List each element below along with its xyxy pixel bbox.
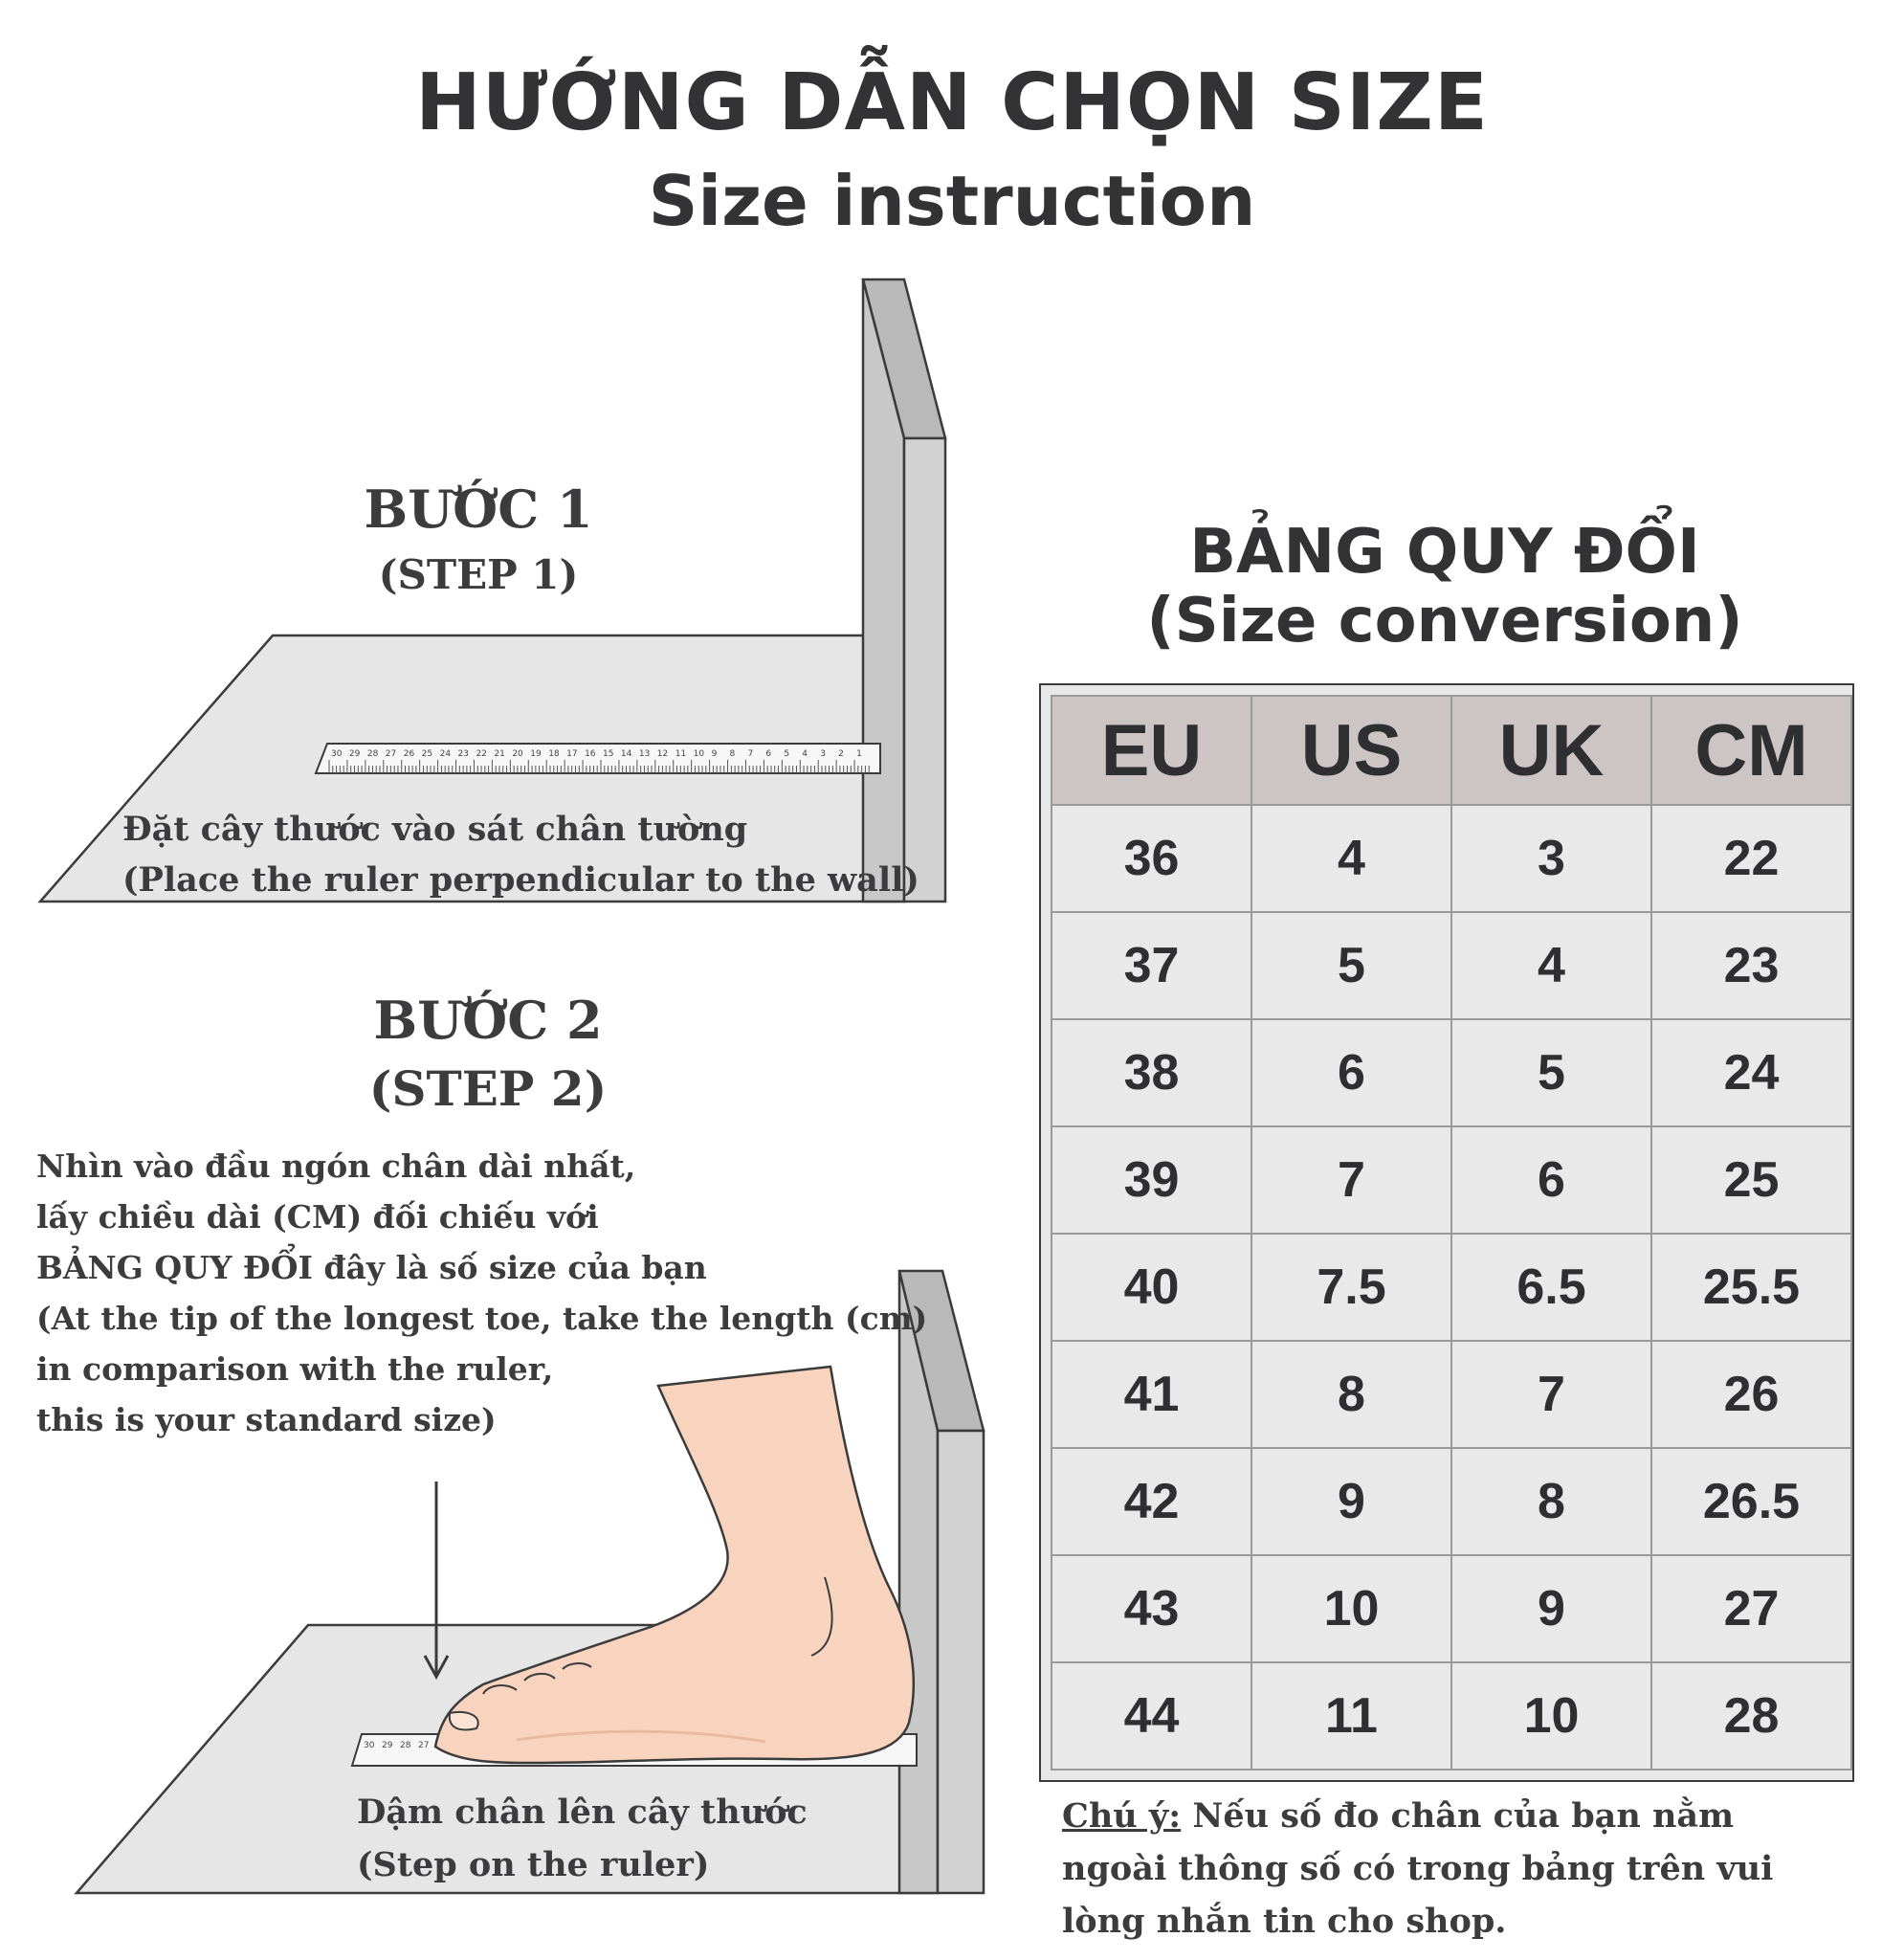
ruler-label: 23 <box>457 749 469 759</box>
cell-eu: 43 <box>1052 1555 1251 1662</box>
ruler-label: 26 <box>403 749 415 759</box>
note-label: Chú ý: <box>1062 1796 1182 1836</box>
step2-subheading: (STEP 2) <box>368 1060 608 1117</box>
header-us: US <box>1251 696 1451 805</box>
header-uk: UK <box>1451 696 1651 805</box>
instruction-line: in comparison with the ruler, <box>36 1350 554 1388</box>
cell-us: 6 <box>1251 1019 1451 1126</box>
table-row <box>1052 1341 1851 1448</box>
note-text: Nếu số đo chân của bạn nằm ngoài thông số có trong bảng trên vui lòng nhắn tin cho shop. <box>1062 1796 1774 1941</box>
table-row <box>1052 1019 1851 1126</box>
ruler-label: 5 <box>784 749 790 759</box>
conversion-title: BẢNG QUY ĐỔI <box>1189 517 1700 588</box>
cell-eu: 39 <box>1052 1126 1251 1234</box>
conversion-subtitle: (Size conversion) <box>1146 586 1743 657</box>
size-table <box>1051 695 1852 1771</box>
cell-cm: 25.5 <box>1651 1234 1851 1341</box>
ruler-label: 24 <box>439 749 452 759</box>
size-table-frame <box>1039 683 1854 1782</box>
ruler-label: 16 <box>585 749 596 759</box>
step1-wall-front <box>904 438 945 902</box>
ruler-label: 8 <box>729 749 736 759</box>
cell-us: 8 <box>1251 1341 1451 1448</box>
step2-caption-line2: (Step on the ruler) <box>357 1845 710 1884</box>
cell-uk: 8 <box>1451 1448 1651 1555</box>
cell-eu: 38 <box>1052 1019 1251 1126</box>
table-header-row <box>1052 696 1851 805</box>
step1-caption-line2: (Place the ruler perpendicular to the wall) <box>122 860 919 900</box>
ruler-label: 29 <box>382 1741 393 1750</box>
cell-cm: 27 <box>1651 1555 1851 1662</box>
ruler-label: 28 <box>400 1741 411 1750</box>
cell-eu: 44 <box>1052 1662 1251 1770</box>
cell-uk: 6.5 <box>1451 1234 1651 1341</box>
instruction-line: lấy chiều dài (CM) đối chiếu với <box>36 1198 599 1236</box>
instruction-line: this is your standard size) <box>36 1401 497 1438</box>
cell-eu: 40 <box>1052 1234 1251 1341</box>
cell-eu: 36 <box>1052 805 1251 912</box>
cell-us: 5 <box>1251 912 1451 1019</box>
table-row <box>1052 1555 1851 1662</box>
cell-us: 7.5 <box>1251 1234 1451 1341</box>
cell-cm: 26.5 <box>1651 1448 1851 1555</box>
step2-instructions <box>36 1141 927 1445</box>
step2-caption-line1: Dậm chân lên cây thước <box>357 1793 808 1832</box>
table-row <box>1052 1448 1851 1555</box>
ruler-label: 25 <box>421 749 433 759</box>
cell-uk: 3 <box>1451 805 1651 912</box>
table-row <box>1052 1662 1851 1770</box>
step1-heading: BƯỚC 1 <box>364 479 593 540</box>
ruler-label: 7 <box>747 749 754 759</box>
ruler-label: 30 <box>331 749 343 759</box>
ruler-label: 27 <box>418 1741 430 1750</box>
ruler-label: 19 <box>530 749 542 759</box>
ruler-label: 4 <box>802 749 808 759</box>
ruler-label: 2 <box>838 749 844 759</box>
step1-ruler <box>316 744 880 773</box>
cell-uk: 9 <box>1451 1555 1651 1662</box>
cell-us: 4 <box>1251 805 1451 912</box>
cell-uk: 5 <box>1451 1019 1651 1126</box>
ruler-label: 6 <box>765 749 772 759</box>
cell-eu: 41 <box>1052 1341 1251 1448</box>
step2-wall-front <box>938 1431 984 1893</box>
ruler-label: 28 <box>366 749 379 759</box>
instruction-line: (At the tip of the longest toe, take the length (cm) <box>36 1300 928 1337</box>
header-eu: EU <box>1052 696 1251 805</box>
ruler-label: 18 <box>548 749 560 759</box>
ruler-label: 15 <box>603 749 614 759</box>
table-row <box>1052 1126 1851 1234</box>
ruler-label: 30 <box>364 1741 375 1750</box>
ruler-label: 9 <box>711 749 718 759</box>
header-cm: CM <box>1651 696 1851 805</box>
cell-cm: 26 <box>1651 1341 1851 1448</box>
ruler-label: 17 <box>566 749 578 759</box>
cell-cm: 25 <box>1651 1126 1851 1234</box>
ruler-label: 12 <box>656 749 669 759</box>
cell-us: 10 <box>1251 1555 1451 1662</box>
ruler-label: 20 <box>512 749 523 759</box>
ruler-label: 3 <box>820 749 826 759</box>
cell-cm: 24 <box>1651 1019 1851 1126</box>
page-title: HƯỚNG DẪN CHỌN SIZE <box>415 57 1489 148</box>
cell-uk: 6 <box>1451 1126 1651 1234</box>
ruler-label: 29 <box>348 749 361 759</box>
cell-cm: 22 <box>1651 805 1851 912</box>
step1-subheading: (STEP 1) <box>378 551 579 598</box>
cell-cm: 28 <box>1651 1662 1851 1770</box>
ruler-label: 13 <box>638 749 651 759</box>
table-row <box>1052 1234 1851 1341</box>
ruler-label: 1 <box>856 749 862 759</box>
step1-caption-line1: Đặt cây thước vào sát chân tường <box>122 810 748 849</box>
cell-cm: 23 <box>1651 912 1851 1019</box>
ruler-label: 10 <box>693 749 705 759</box>
cell-eu: 37 <box>1052 912 1251 1019</box>
table-row <box>1052 805 1851 912</box>
page-subtitle: Size instruction <box>648 161 1256 241</box>
cell-eu: 42 <box>1052 1448 1251 1555</box>
cell-us: 7 <box>1251 1126 1451 1234</box>
note <box>1062 1790 1847 1948</box>
table-row <box>1052 912 1851 1019</box>
cell-uk: 10 <box>1451 1662 1651 1770</box>
ruler-label: 21 <box>494 749 505 759</box>
cell-us: 11 <box>1251 1662 1451 1770</box>
instruction-line: BẢNG QUY ĐỔI đây là số size của bạn <box>36 1249 707 1286</box>
ruler-label: 27 <box>385 749 397 759</box>
cell-us: 9 <box>1251 1448 1451 1555</box>
ruler-label: 22 <box>476 749 487 759</box>
cell-uk: 4 <box>1451 912 1651 1019</box>
ruler-label: 14 <box>620 749 632 759</box>
instruction-line: Nhìn vào đầu ngón chân dài nhất, <box>36 1147 636 1185</box>
ruler-label: 11 <box>675 749 687 759</box>
cell-uk: 7 <box>1451 1341 1651 1448</box>
step2-heading: BƯỚC 2 <box>373 990 603 1051</box>
toenail <box>450 1712 478 1729</box>
